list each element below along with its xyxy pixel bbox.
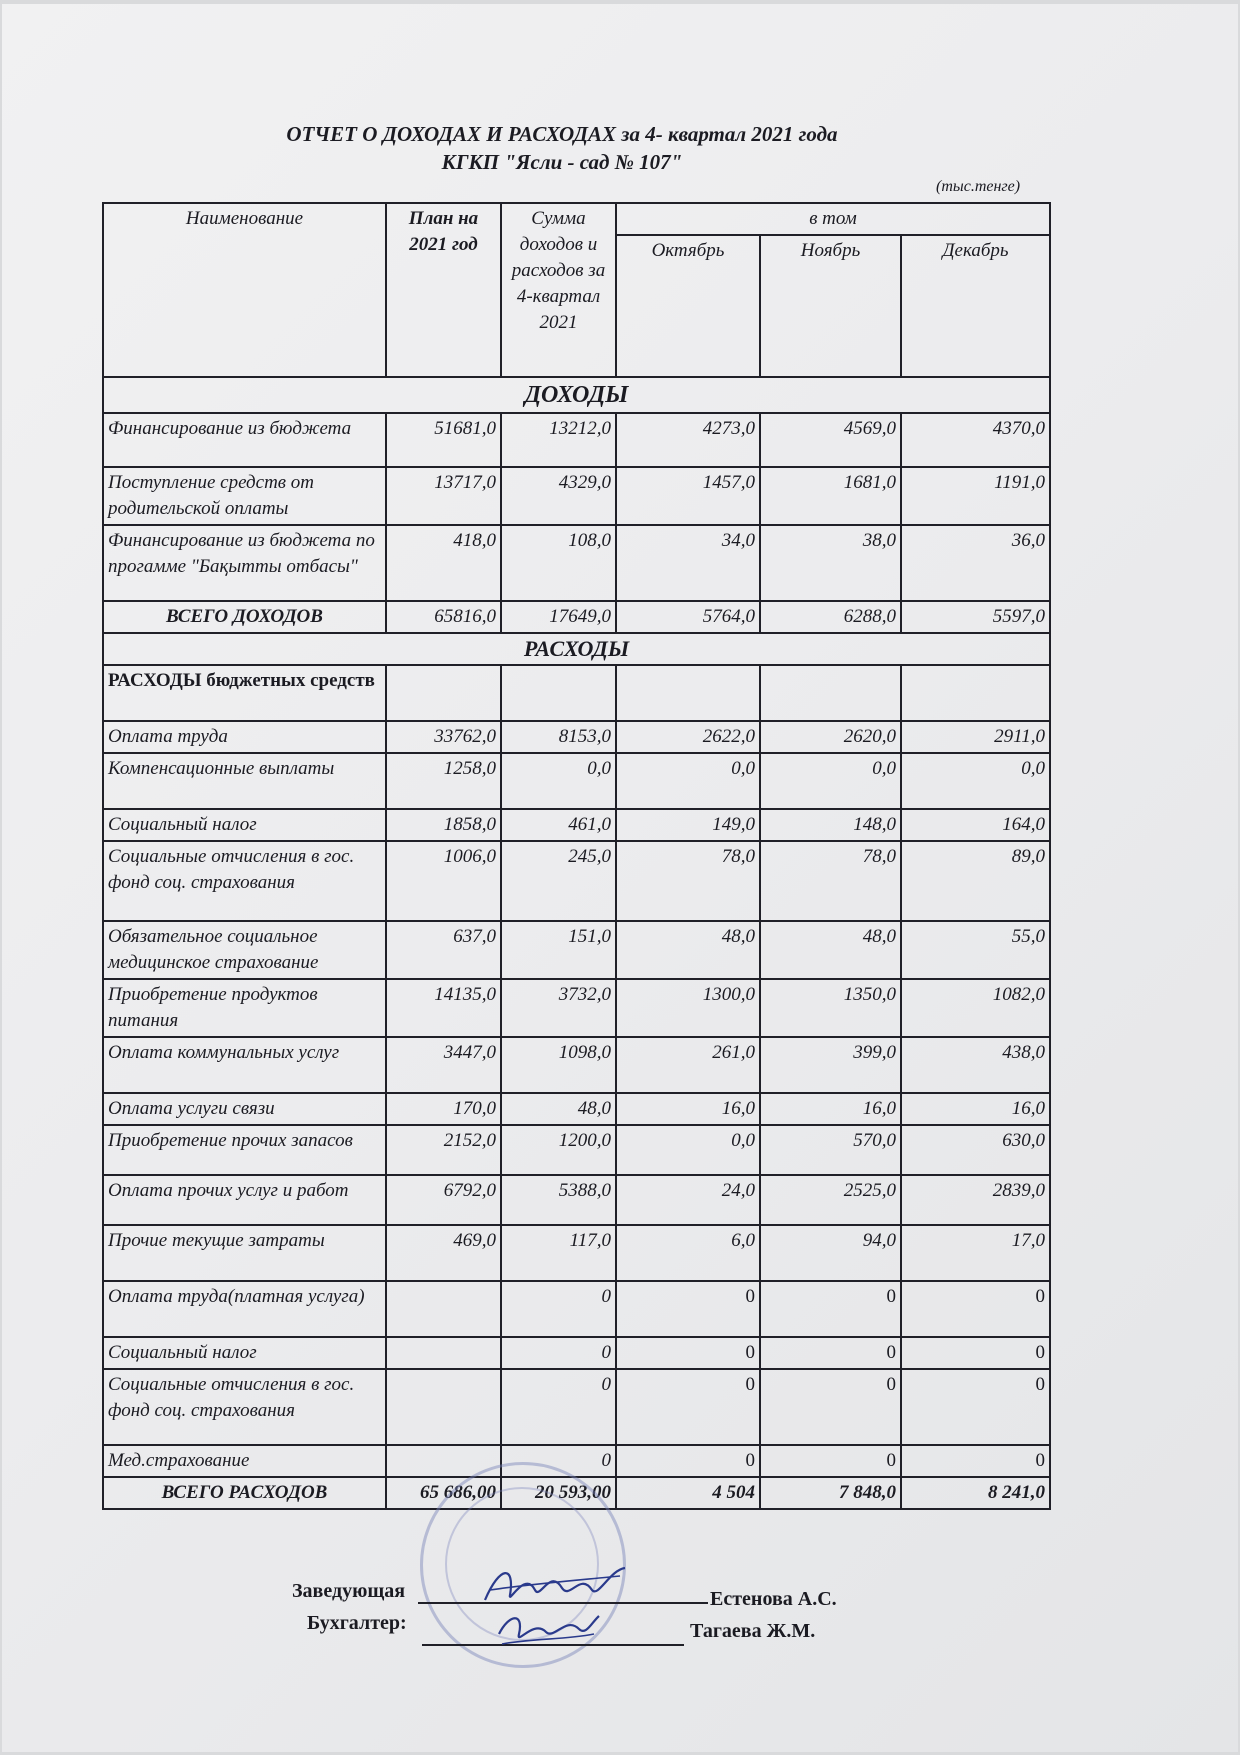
expense-row [103,1175,1050,1225]
expense-october-cell: 0,0 [616,1125,760,1175]
expense-october-cell: 78,0 [616,841,760,921]
income-sum-cell: 13212,0 [501,413,616,467]
expense-november-cell: 0,0 [760,753,901,809]
expense-october-cell: 0 [616,1281,760,1337]
income-total-label: ВСЕГО ДОХОДОВ [103,601,386,633]
expense-plan-cell [386,1337,501,1369]
expense-december-cell: 630,0 [901,1125,1050,1175]
expense-plan-cell [386,1369,501,1445]
expense-section-title: РАСХОДЫ [103,633,1050,665]
expense-october-cell: 0 [616,1445,760,1477]
expense-sum-cell: 3732,0 [501,979,616,1037]
header-group: в том [616,203,1050,235]
expense-plan-cell: 1858,0 [386,809,501,841]
income-total-november: 6288,0 [760,601,901,633]
income-plan-cell: 13717,0 [386,467,501,525]
expense-plan-cell: 1258,0 [386,753,501,809]
expense-sum-cell: 48,0 [501,1093,616,1125]
expense-october-cell: 149,0 [616,809,760,841]
income-name-cell: Поступление средств от родительской оплаты [103,467,386,525]
expense-name-cell: Социальные отчисления в гос. фонд соц. страхования [103,1369,386,1445]
header-october: Октябрь [616,235,760,377]
expense-total-label: ВСЕГО РАСХОДОВ [103,1477,386,1509]
expense-row [103,721,1050,753]
expense-plan-cell [386,1281,501,1337]
expense-name-cell: Оплата труда(платная услуга) [103,1281,386,1337]
accountant-signature [494,1604,604,1654]
expense-november-cell: 570,0 [760,1125,901,1175]
expense-sum-cell: 0,0 [501,753,616,809]
expense-december-cell: 0 [901,1445,1050,1477]
expense-october-cell: 24,0 [616,1175,760,1225]
expense-name-cell: Приобретение продуктов питания [103,979,386,1037]
income-november-cell: 4569,0 [760,413,901,467]
expense-october-cell: 261,0 [616,1037,760,1093]
expense-row [103,1337,1050,1369]
accountant-name: Тагаева Ж.М. [690,1620,816,1642]
empty-cell [760,665,901,721]
expense-row [103,979,1050,1037]
expense-october-cell: 0 [616,1369,760,1445]
report-table [102,202,1051,1510]
expense-november-cell: 0 [760,1445,901,1477]
expense-plan-cell: 170,0 [386,1093,501,1125]
expense-october-cell: 0 [616,1337,760,1369]
expense-subtitle: РАСХОДЫ бюджетных средств [103,665,386,721]
income-total-sum: 17649,0 [501,601,616,633]
income-october-cell: 1457,0 [616,467,760,525]
document-page [2,4,1238,1752]
expense-sum-cell: 461,0 [501,809,616,841]
report-title: ОТЧЕТ О ДОХОДАХ И РАСХОДАХ за 4- квартал 2021 года [286,122,838,146]
expense-name-cell: Социальный налог [103,1337,386,1369]
header-name: Наименование [103,203,386,377]
income-sum-cell: 108,0 [501,525,616,601]
income-total-december: 5597,0 [901,601,1050,633]
expense-plan-cell: 14135,0 [386,979,501,1037]
expense-row [103,1445,1050,1477]
expense-december-cell: 164,0 [901,809,1050,841]
income-december-cell: 36,0 [901,525,1050,601]
expense-october-cell: 1300,0 [616,979,760,1037]
expense-name-cell: Прочие текущие затраты [103,1225,386,1281]
expense-plan-cell: 637,0 [386,921,501,979]
expense-name-cell: Обязательное социальное медицинское страхование [103,921,386,979]
expense-name-cell: Социальный налог [103,809,386,841]
expense-november-cell: 0 [760,1337,901,1369]
expense-name-cell: Социальные отчисления в гос. фонд соц. страхования [103,841,386,921]
expense-november-cell: 1350,0 [760,979,901,1037]
expense-sum-cell: 0 [501,1337,616,1369]
income-total-plan: 65816,0 [386,601,501,633]
expense-row [103,809,1050,841]
expense-october-cell: 16,0 [616,1093,760,1125]
income-november-cell: 38,0 [760,525,901,601]
expense-sum-cell: 245,0 [501,841,616,921]
expense-december-cell: 0 [901,1337,1050,1369]
expense-row [103,1037,1050,1093]
expense-december-cell: 16,0 [901,1093,1050,1125]
expense-name-cell: Оплата коммунальных услуг [103,1037,386,1093]
income-plan-cell: 418,0 [386,525,501,601]
accountant-label: Бухгалтер: [307,1612,407,1634]
income-sum-cell: 4329,0 [501,467,616,525]
expense-sum-cell: 5388,0 [501,1175,616,1225]
expense-november-cell: 2525,0 [760,1175,901,1225]
expense-october-cell: 0,0 [616,753,760,809]
income-october-cell: 4273,0 [616,413,760,467]
director-signature [480,1560,630,1610]
expense-name-cell: Оплата труда [103,721,386,753]
income-row [103,525,1050,601]
header-december: Декабрь [901,235,1050,377]
expense-row [103,1125,1050,1175]
income-row [103,467,1050,525]
expense-plan-cell: 1006,0 [386,841,501,921]
expense-november-cell: 48,0 [760,921,901,979]
expense-plan-cell: 3447,0 [386,1037,501,1093]
income-december-cell: 4370,0 [901,413,1050,467]
director-label: Заведующая [292,1580,406,1602]
expense-total-sum: 20 593,00 [501,1477,616,1509]
expense-row [103,841,1050,921]
expense-plan-cell: 469,0 [386,1225,501,1281]
income-october-cell: 34,0 [616,525,760,601]
expense-november-cell: 78,0 [760,841,901,921]
expense-plan-cell: 6792,0 [386,1175,501,1225]
expense-name-cell: Приобретение прочих запасов [103,1125,386,1175]
expense-december-cell: 17,0 [901,1225,1050,1281]
expense-total-november: 7 848,0 [760,1477,901,1509]
expense-november-cell: 2620,0 [760,721,901,753]
expense-november-cell: 94,0 [760,1225,901,1281]
expense-december-cell: 1082,0 [901,979,1050,1037]
expense-name-cell: Компенсационные выплаты [103,753,386,809]
expense-total-december: 8 241,0 [901,1477,1050,1509]
header-sum: Сумма доходов и расходов за 4-квартал 2021 [501,203,616,377]
organization-name: КГКП "Ясли - сад № 107" [441,150,683,174]
director-name: Естенова А.С. [710,1588,837,1610]
expense-sum-cell: 117,0 [501,1225,616,1281]
expense-row [103,1369,1050,1445]
empty-cell [501,665,616,721]
expense-sum-cell: 0 [501,1369,616,1445]
expense-december-cell: 89,0 [901,841,1050,921]
expense-row [103,921,1050,979]
expense-sum-cell: 8153,0 [501,721,616,753]
expense-sum-cell: 1200,0 [501,1125,616,1175]
expense-name-cell: Мед.страхование [103,1445,386,1477]
expense-december-cell: 55,0 [901,921,1050,979]
income-section-title: ДОХОДЫ [103,377,1050,413]
income-name-cell: Финансирование из бюджета [103,413,386,467]
expense-sum-cell: 1098,0 [501,1037,616,1093]
expense-december-cell: 2911,0 [901,721,1050,753]
empty-cell [901,665,1050,721]
expense-december-cell: 0,0 [901,753,1050,809]
header-november: Ноябрь [760,235,901,377]
expense-november-cell: 148,0 [760,809,901,841]
expense-row [103,1281,1050,1337]
expense-november-cell: 16,0 [760,1093,901,1125]
income-row [103,413,1050,467]
expense-october-cell: 48,0 [616,921,760,979]
expense-october-cell: 6,0 [616,1225,760,1281]
expense-plan-cell: 2152,0 [386,1125,501,1175]
expense-row [103,753,1050,809]
income-name-cell: Финансирование из бюджета по прогамме "Бақытты отбасы" [103,525,386,601]
expense-sum-cell: 0 [501,1445,616,1477]
expense-sum-cell: 0 [501,1281,616,1337]
expense-sum-cell: 151,0 [501,921,616,979]
expense-november-cell: 0 [760,1281,901,1337]
expense-november-cell: 399,0 [760,1037,901,1093]
expense-name-cell: Оплата прочих услуг и работ [103,1175,386,1225]
expense-row [103,1093,1050,1125]
header-plan: План на 2021 год [386,203,501,377]
empty-cell [386,665,501,721]
expense-december-cell: 0 [901,1281,1050,1337]
expense-plan-cell: 33762,0 [386,721,501,753]
expense-december-cell: 438,0 [901,1037,1050,1093]
expense-december-cell: 2839,0 [901,1175,1050,1225]
income-plan-cell: 51681,0 [386,413,501,467]
units-note: (тыс.тенге) [936,178,1021,195]
expense-name-cell: Оплата услуги связи [103,1093,386,1125]
expense-total-october: 4 504 [616,1477,760,1509]
income-december-cell: 1191,0 [901,467,1050,525]
expense-december-cell: 0 [901,1369,1050,1445]
expense-november-cell: 0 [760,1369,901,1445]
expense-october-cell: 2622,0 [616,721,760,753]
expense-row [103,1225,1050,1281]
expense-total-plan: 65 686,00 [386,1477,501,1509]
income-november-cell: 1681,0 [760,467,901,525]
income-total-october: 5764,0 [616,601,760,633]
empty-cell [616,665,760,721]
